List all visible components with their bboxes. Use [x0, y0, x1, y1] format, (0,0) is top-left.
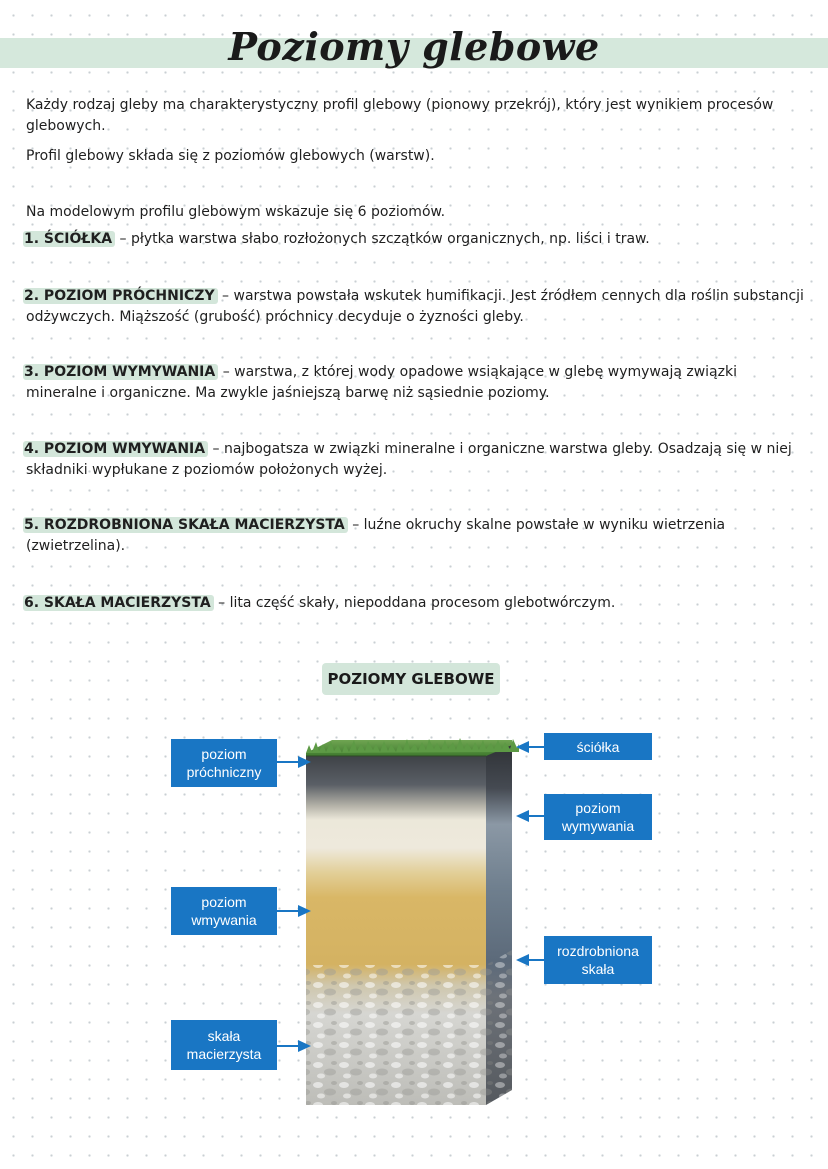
- horizon-term: 3. POZIOM WYMYWANIA: [23, 364, 218, 380]
- label-eluvial-horizon: poziom wymywania: [544, 794, 652, 840]
- horizon-description: warstwa powstała wskutek humifikacji. Jest źródłem cennych dla roślin substancji odżywczych. Miąższość (grubość) próchnicy decyduje o żyzności gleby.: [26, 288, 804, 325]
- label-regolith: rozdrobniona skała: [544, 936, 652, 984]
- dash-separator: –: [119, 231, 127, 247]
- horizon-term: 1. ŚCIÓŁKA: [23, 231, 115, 247]
- dash-separator: –: [352, 517, 360, 533]
- figure-title: POZIOMY GLEBOWE: [322, 663, 500, 695]
- horizon-description: płytka warstwa słabo rozłożonych szczątków organicznych, np. liści i traw.: [130, 231, 650, 247]
- label-litter: ściółka: [544, 733, 652, 760]
- horizon-term: 4. POZIOM WMYWANIA: [23, 441, 208, 457]
- horizon-term: 5. ROZDROBNIONA SKAŁA MACIERZYSTA: [23, 517, 348, 533]
- label-bedrock: skała macierzysta: [171, 1020, 277, 1070]
- intro-paragraph-3: Na modelowym profilu glebowym wskazuje się 6 poziomów.: [26, 204, 446, 220]
- horizon-term: 2. POZIOM PRÓCHNICZY: [23, 288, 218, 304]
- dash-separator: –: [218, 595, 226, 611]
- intro-paragraph-1: Każdy rodzaj gleby ma charakterystyczny profil glebowy (pionowy przekrój), który jest wynikiem procesów glebowych.: [26, 97, 774, 134]
- label-illuvial-horizon: poziom wmywania: [171, 887, 277, 935]
- dash-separator: –: [222, 364, 230, 380]
- page-title: Poziomy glebowe: [228, 24, 600, 69]
- intro-paragraph-2: Profil glebowy składa się z poziomów glebowych (warstw).: [26, 148, 435, 164]
- horizon-term: 6. SKAŁA MACIERZYSTA: [23, 595, 214, 611]
- horizon-description: luźne okruchy skalne powstałe w wyniku wietrzenia (zwietrzelina).: [26, 517, 726, 554]
- horizon-description: warstwa, z której wody opadowe wsiąkające w glebę wymywają związki mineralne i organiczne. Ma zwykle jaśniejszą barwę niż sąsiednie poziomy.: [26, 364, 737, 401]
- dash-separator: –: [222, 288, 230, 304]
- horizon-description: lita część skały, niepoddana procesom glebotwórczym.: [229, 595, 616, 611]
- dash-separator: –: [212, 441, 220, 457]
- horizon-description: najbogatsza w związki mineralne i organiczne warstwa gleby. Osadzają się w niej składniki wypłukane z poziomów położonych wyżej.: [26, 441, 792, 478]
- label-humus-horizon: poziom próchniczny: [171, 739, 277, 787]
